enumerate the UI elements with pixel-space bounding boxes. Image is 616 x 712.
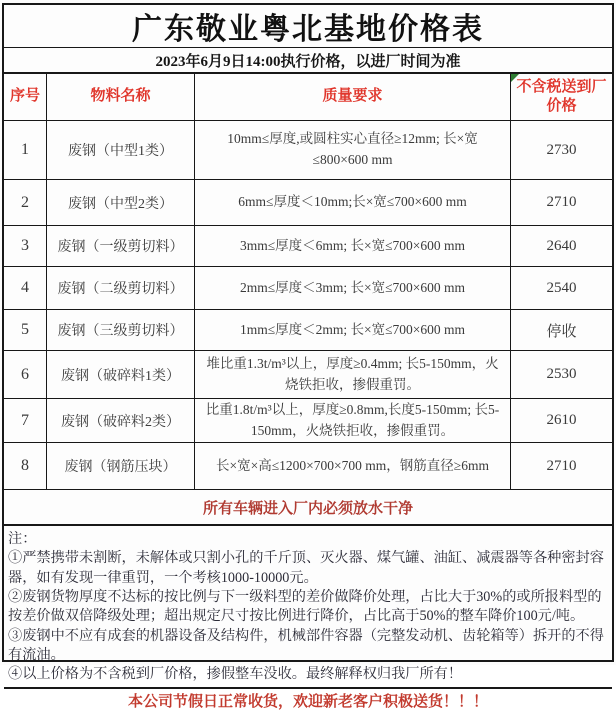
row-material: 废钢（中型2类）	[47, 180, 195, 225]
table-row	[4, 399, 612, 443]
row-material: 废钢（一级剪切料）	[47, 226, 195, 266]
row-material: 废钢（中型1类）	[47, 121, 195, 179]
price-table	[2, 3, 614, 710]
page-title: 广东敬业粤北基地价格表	[4, 5, 612, 48]
header-price	[511, 74, 612, 120]
row-material: 废钢（破碎料1类）	[47, 351, 195, 398]
row-material: 废钢（二级剪切料）	[47, 267, 195, 309]
row-quality: 2mm≤厚度＜3mm; 长×宽≤700×600 mm	[195, 267, 511, 309]
row-material: 废钢（三级剪切料）	[47, 310, 195, 350]
table-row	[4, 226, 612, 267]
row-no: 7	[4, 399, 47, 442]
row-price: 2530	[546, 366, 577, 382]
row-no: 4	[4, 267, 47, 309]
row-price: 2540	[546, 279, 577, 296]
holiday-receiving-footer: 本公司节假日正常收货，欢迎新老客户积极送货！！！	[4, 687, 612, 712]
row-price: 2710	[546, 457, 577, 474]
note-item-4: ④以上价格为不含税到厂价格，掺假整车没收。最终解释权归我厂所有！	[8, 666, 463, 683]
drain-water-notice-banner: 所有车辆进入厂内必须放水干净	[4, 490, 612, 526]
notes-section	[4, 526, 612, 687]
row-no: 8	[4, 443, 47, 489]
row-no: 5	[4, 310, 47, 350]
row-price: 2710	[546, 194, 577, 210]
table-row	[4, 310, 612, 351]
header-no: 序号	[4, 74, 47, 120]
row-no: 1	[4, 121, 47, 179]
header-quality: 质量要求	[195, 74, 511, 120]
table-row	[4, 443, 612, 490]
green-corner-flag-icon	[511, 74, 519, 82]
table-row	[4, 180, 612, 226]
row-no: 2	[4, 180, 47, 225]
row-quality: 堆比重1.3t/m³以上，厚度≥0.4mm; 长5-150mm，火烧铁拒收，掺假重罚。	[195, 351, 511, 398]
row-no: 6	[4, 351, 47, 398]
table-row	[4, 267, 612, 310]
row-quality: 3mm≤厚度＜6mm; 长×宽≤700×600 mm	[195, 226, 511, 266]
table-row	[4, 351, 612, 399]
row-price: 2730	[546, 141, 577, 158]
table-row	[4, 121, 612, 180]
row-quality: 长×宽×高≤1200×700×700 mm，钢筋直径≥6mm	[195, 443, 511, 489]
note-item-3: ③废钢中不应有成套的机器设备及结构件，机械部件容器（完整发动机、齿轮箱等）拆开的不得有流油。	[8, 627, 604, 663]
row-material: 废钢（破碎料2类）	[47, 399, 195, 442]
row-quality: 6mm≤厚度＜10mm;长×宽≤700×600 mm	[195, 180, 511, 225]
row-quality: 比重1.8t/m³以上，厚度≥0.8mm,长度5-150mm; 长5-150mm，火烧铁拒收，掺假重罚。	[195, 399, 511, 442]
table-header-row	[4, 74, 612, 121]
note-item-1: ①严禁携带未割断，未解体或只割小孔的千斤顶、灭火器、煤气罐、油缸、减震器等各种密封容器，如有发现一律重罚，一个考核1000-10000元。	[8, 550, 604, 586]
row-no: 3	[4, 226, 47, 266]
header-material: 物料名称	[47, 74, 195, 120]
effective-date-subtitle: 2023年6月9日14:00执行价格，以进厂时间为准	[4, 48, 612, 74]
notes-label: 注：	[8, 531, 37, 547]
row-price: 停收	[546, 323, 577, 340]
header-price-label: 不含税送到厂价格	[516, 78, 607, 114]
row-material: 废钢（钢筋压块）	[47, 443, 195, 489]
row-quality: 10mm≤厚度,或圆柱实心直径≥12mm; 长×宽≤800×600 mm	[195, 121, 511, 179]
note-item-2: ②废钢货物厚度不达标的按比例与下一级料型的差价做降价处理，占比大于30%的或所报料型的按差价做双倍降级处理；超出规定尺寸按比例进行降价，占比高于50%的整车降价100元/吨。	[8, 588, 602, 625]
row-quality: 1mm≤厚度＜2mm; 长×宽≤700×600 mm	[195, 310, 511, 350]
row-price: 2610	[546, 412, 577, 428]
row-price: 2640	[546, 237, 577, 254]
